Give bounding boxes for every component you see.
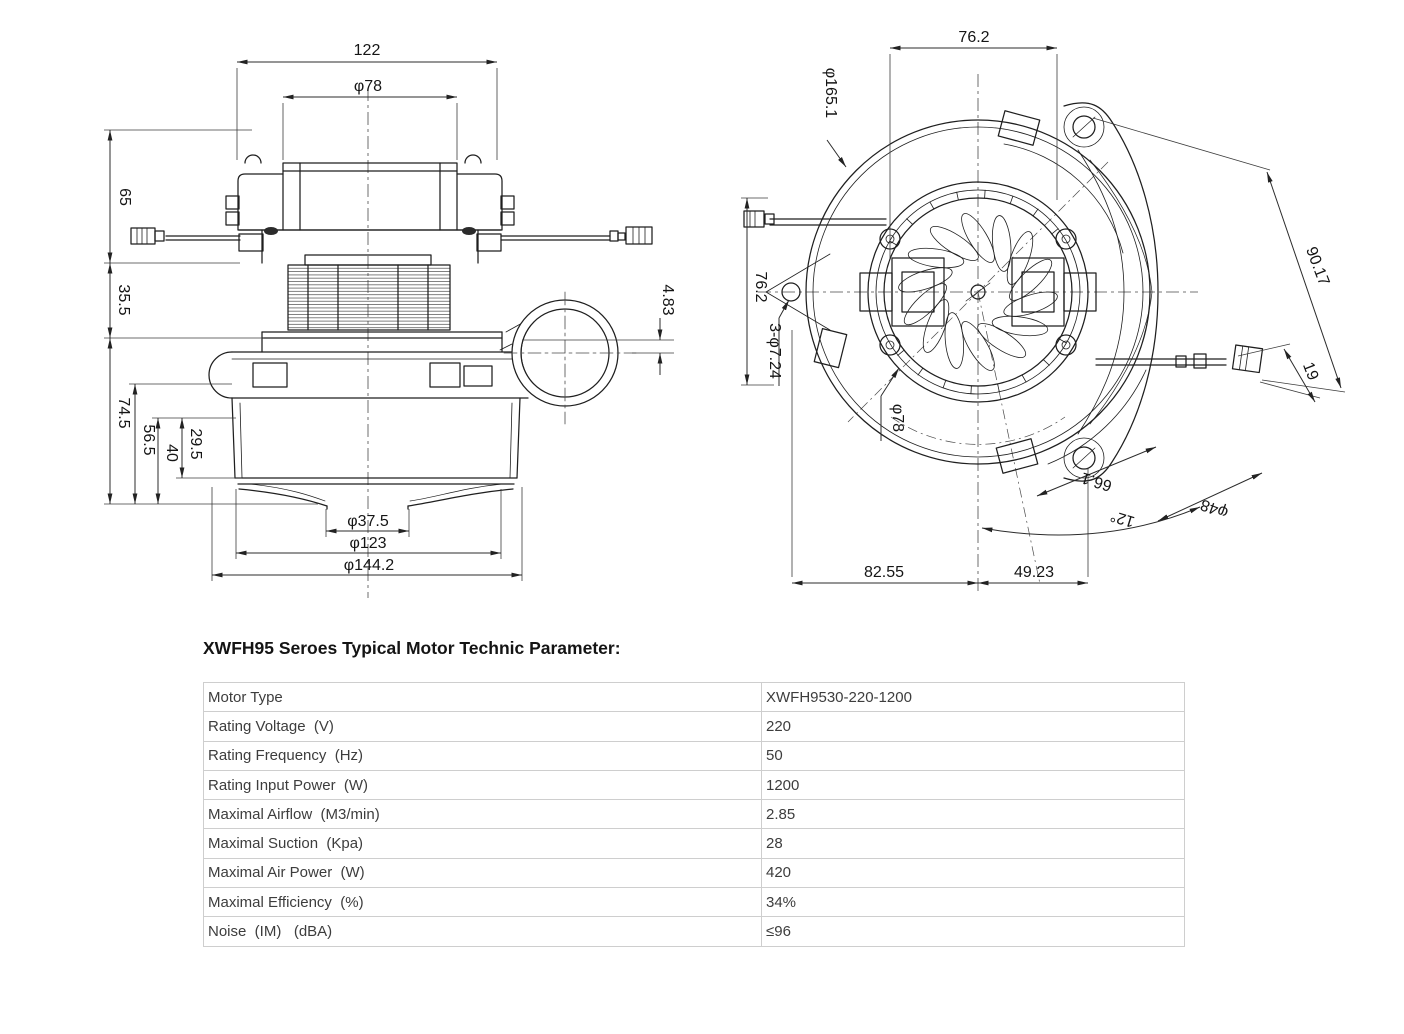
dim-h-skirt: 40 — [163, 444, 180, 462]
param-value-cell: 34% — [762, 888, 1185, 917]
param-label-cell: Maximal Airflow (M3/min) — [204, 800, 762, 829]
table-row — [204, 888, 1185, 917]
motor-parameter-table — [203, 682, 1185, 947]
dim-h-fan: 74.5 — [115, 397, 132, 429]
dim-span-left: 76.2 — [752, 271, 769, 303]
param-label-cell: Rating Voltage (V) — [204, 712, 762, 741]
stator-stack — [288, 265, 450, 330]
dim-terminal-len: 19 — [1299, 360, 1322, 383]
dim-dia-bottom: φ144.2 — [343, 557, 395, 574]
table-row — [204, 917, 1185, 946]
param-value-cell: 2.85 — [762, 800, 1185, 829]
side-view-drawing — [104, 42, 676, 598]
param-label-cell: Motor Type — [204, 683, 762, 712]
dim-width-top: 122 — [353, 42, 381, 59]
dim-dia-outer: φ165.1 — [822, 67, 839, 119]
param-value-cell: 50 — [762, 741, 1185, 770]
front-view-dimension-labels — [752, 29, 1332, 581]
side-lead-wire-left — [131, 228, 240, 244]
dim-h-case: 56.5 — [140, 424, 157, 456]
dim-angle: 12° — [1108, 506, 1137, 530]
front-lead-wire-left — [744, 211, 886, 227]
dim-h-bell: 29.5 — [187, 428, 204, 460]
clip-hook-right — [465, 155, 481, 163]
dim-outlet-dia: φ48 — [1198, 495, 1231, 522]
front-lead-wire-right — [1096, 345, 1263, 373]
dim-outlet-offset: 4.83 — [659, 284, 676, 316]
dim-dia-inlet: φ37.5 — [347, 513, 389, 530]
dim-bottom-right: 49.23 — [1013, 564, 1055, 581]
dim-h-cap: 65 — [116, 188, 133, 206]
front-view-drawing — [741, 29, 1345, 592]
table-row — [204, 829, 1185, 858]
table-row — [204, 858, 1185, 887]
param-label-cell: Maximal Efficiency (%) — [204, 888, 762, 917]
param-label-cell: Noise (IM) (dBA) — [204, 917, 762, 946]
table-row — [204, 800, 1185, 829]
param-label-cell: Maximal Suction (Kpa) — [204, 829, 762, 858]
dim-dia-fan: φ78 — [889, 403, 906, 433]
dim-span-top: 76.2 — [958, 29, 990, 46]
param-value-cell: 1200 — [762, 770, 1185, 799]
param-value-cell: 220 — [762, 712, 1185, 741]
table-row — [204, 741, 1185, 770]
dim-dia-top: φ78 — [353, 78, 383, 95]
table-row — [204, 683, 1185, 712]
side-lead-wire-right — [501, 227, 652, 244]
dim-bottom-left: 82.55 — [863, 564, 905, 581]
param-value-cell: 420 — [762, 858, 1185, 887]
param-label-cell: Rating Frequency (Hz) — [204, 741, 762, 770]
front-view-dimension-lines — [747, 48, 1341, 583]
table-title: XWFH95 Seroes Typical Motor Technic Parameter: — [203, 638, 621, 658]
dim-h-stack: 35.5 — [115, 284, 132, 316]
param-label-cell: Rating Input Power (W) — [204, 770, 762, 799]
param-label-cell: Maximal Air Power (W) — [204, 858, 762, 887]
param-value-cell: 28 — [762, 829, 1185, 858]
clip-hook-left — [245, 155, 261, 163]
dim-diag-len: 90.17 — [1302, 244, 1333, 289]
table-row — [204, 770, 1185, 799]
table-row — [204, 712, 1185, 741]
param-value-cell: XWFH9530-220-1200 — [762, 683, 1185, 712]
side-view-geometry — [131, 155, 652, 509]
dim-tangent-len: 66.1 — [1079, 468, 1115, 494]
dim-mount-holes: 3-φ7.24 — [766, 323, 783, 379]
param-value-cell: ≤96 — [762, 917, 1185, 946]
dim-dia-mid: φ123 — [349, 535, 387, 552]
